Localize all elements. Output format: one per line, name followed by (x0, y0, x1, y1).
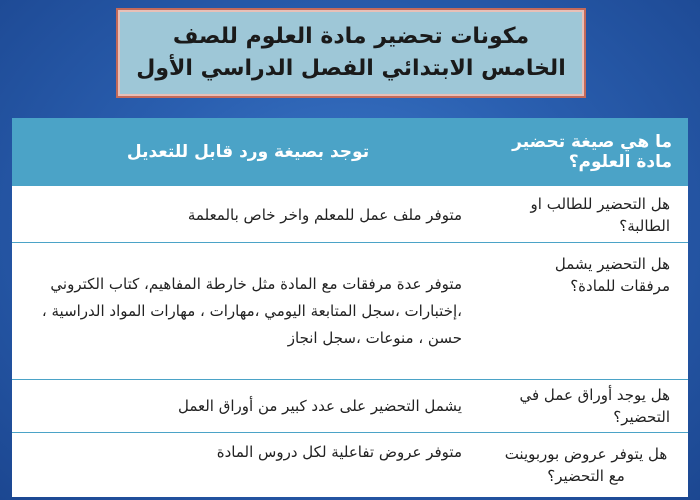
title-box (116, 8, 586, 98)
table-row (12, 243, 688, 380)
row-answer: متوفر ملف عمل للمعلم واخر خاص بالمعلمة (12, 187, 488, 243)
table-row (12, 433, 688, 498)
row-question: هل التحضير يشمل مرفقات للمادة؟ (488, 243, 688, 380)
table-row (12, 380, 688, 433)
table-row (12, 187, 688, 243)
table-header-row (12, 118, 688, 187)
row-answer: متوفر عروض تفاعلية لكل دروس المادة (12, 433, 488, 498)
info-table (12, 118, 688, 497)
header-answer: توجد بصيغة ورد قابل للتعديل (12, 118, 488, 187)
row-answer: متوفر عدة مرفقات مع المادة مثل خارطة المفاهيم، كتاب الكتروني ،إختبارات ،سجل المتابعة اليومي ،مهارات ، مهارات المواد الدراسية ، حسن ، منوعات ،سجل انجاز (12, 243, 488, 380)
row-question: هل التحضير للطالب او الطالبة؟ (488, 187, 688, 243)
row-answer: يشمل التحضير على عدد كبير من أوراق العمل (12, 380, 488, 433)
info-table-container (12, 118, 688, 496)
title-line-2: الخامس الابتدائي الفصل الدراسي الأول (136, 56, 566, 81)
row-question: هل يتوفر عروض بوربوينت مع التحضير؟ (488, 433, 688, 498)
row-question: هل يوجد أوراق عمل في التحضير؟ (488, 380, 688, 433)
header-question: ما هي صيغة تحضير مادة العلوم؟ (488, 118, 688, 187)
title-line-1: مكونات تحضير مادة العلوم للصف (172, 24, 530, 49)
